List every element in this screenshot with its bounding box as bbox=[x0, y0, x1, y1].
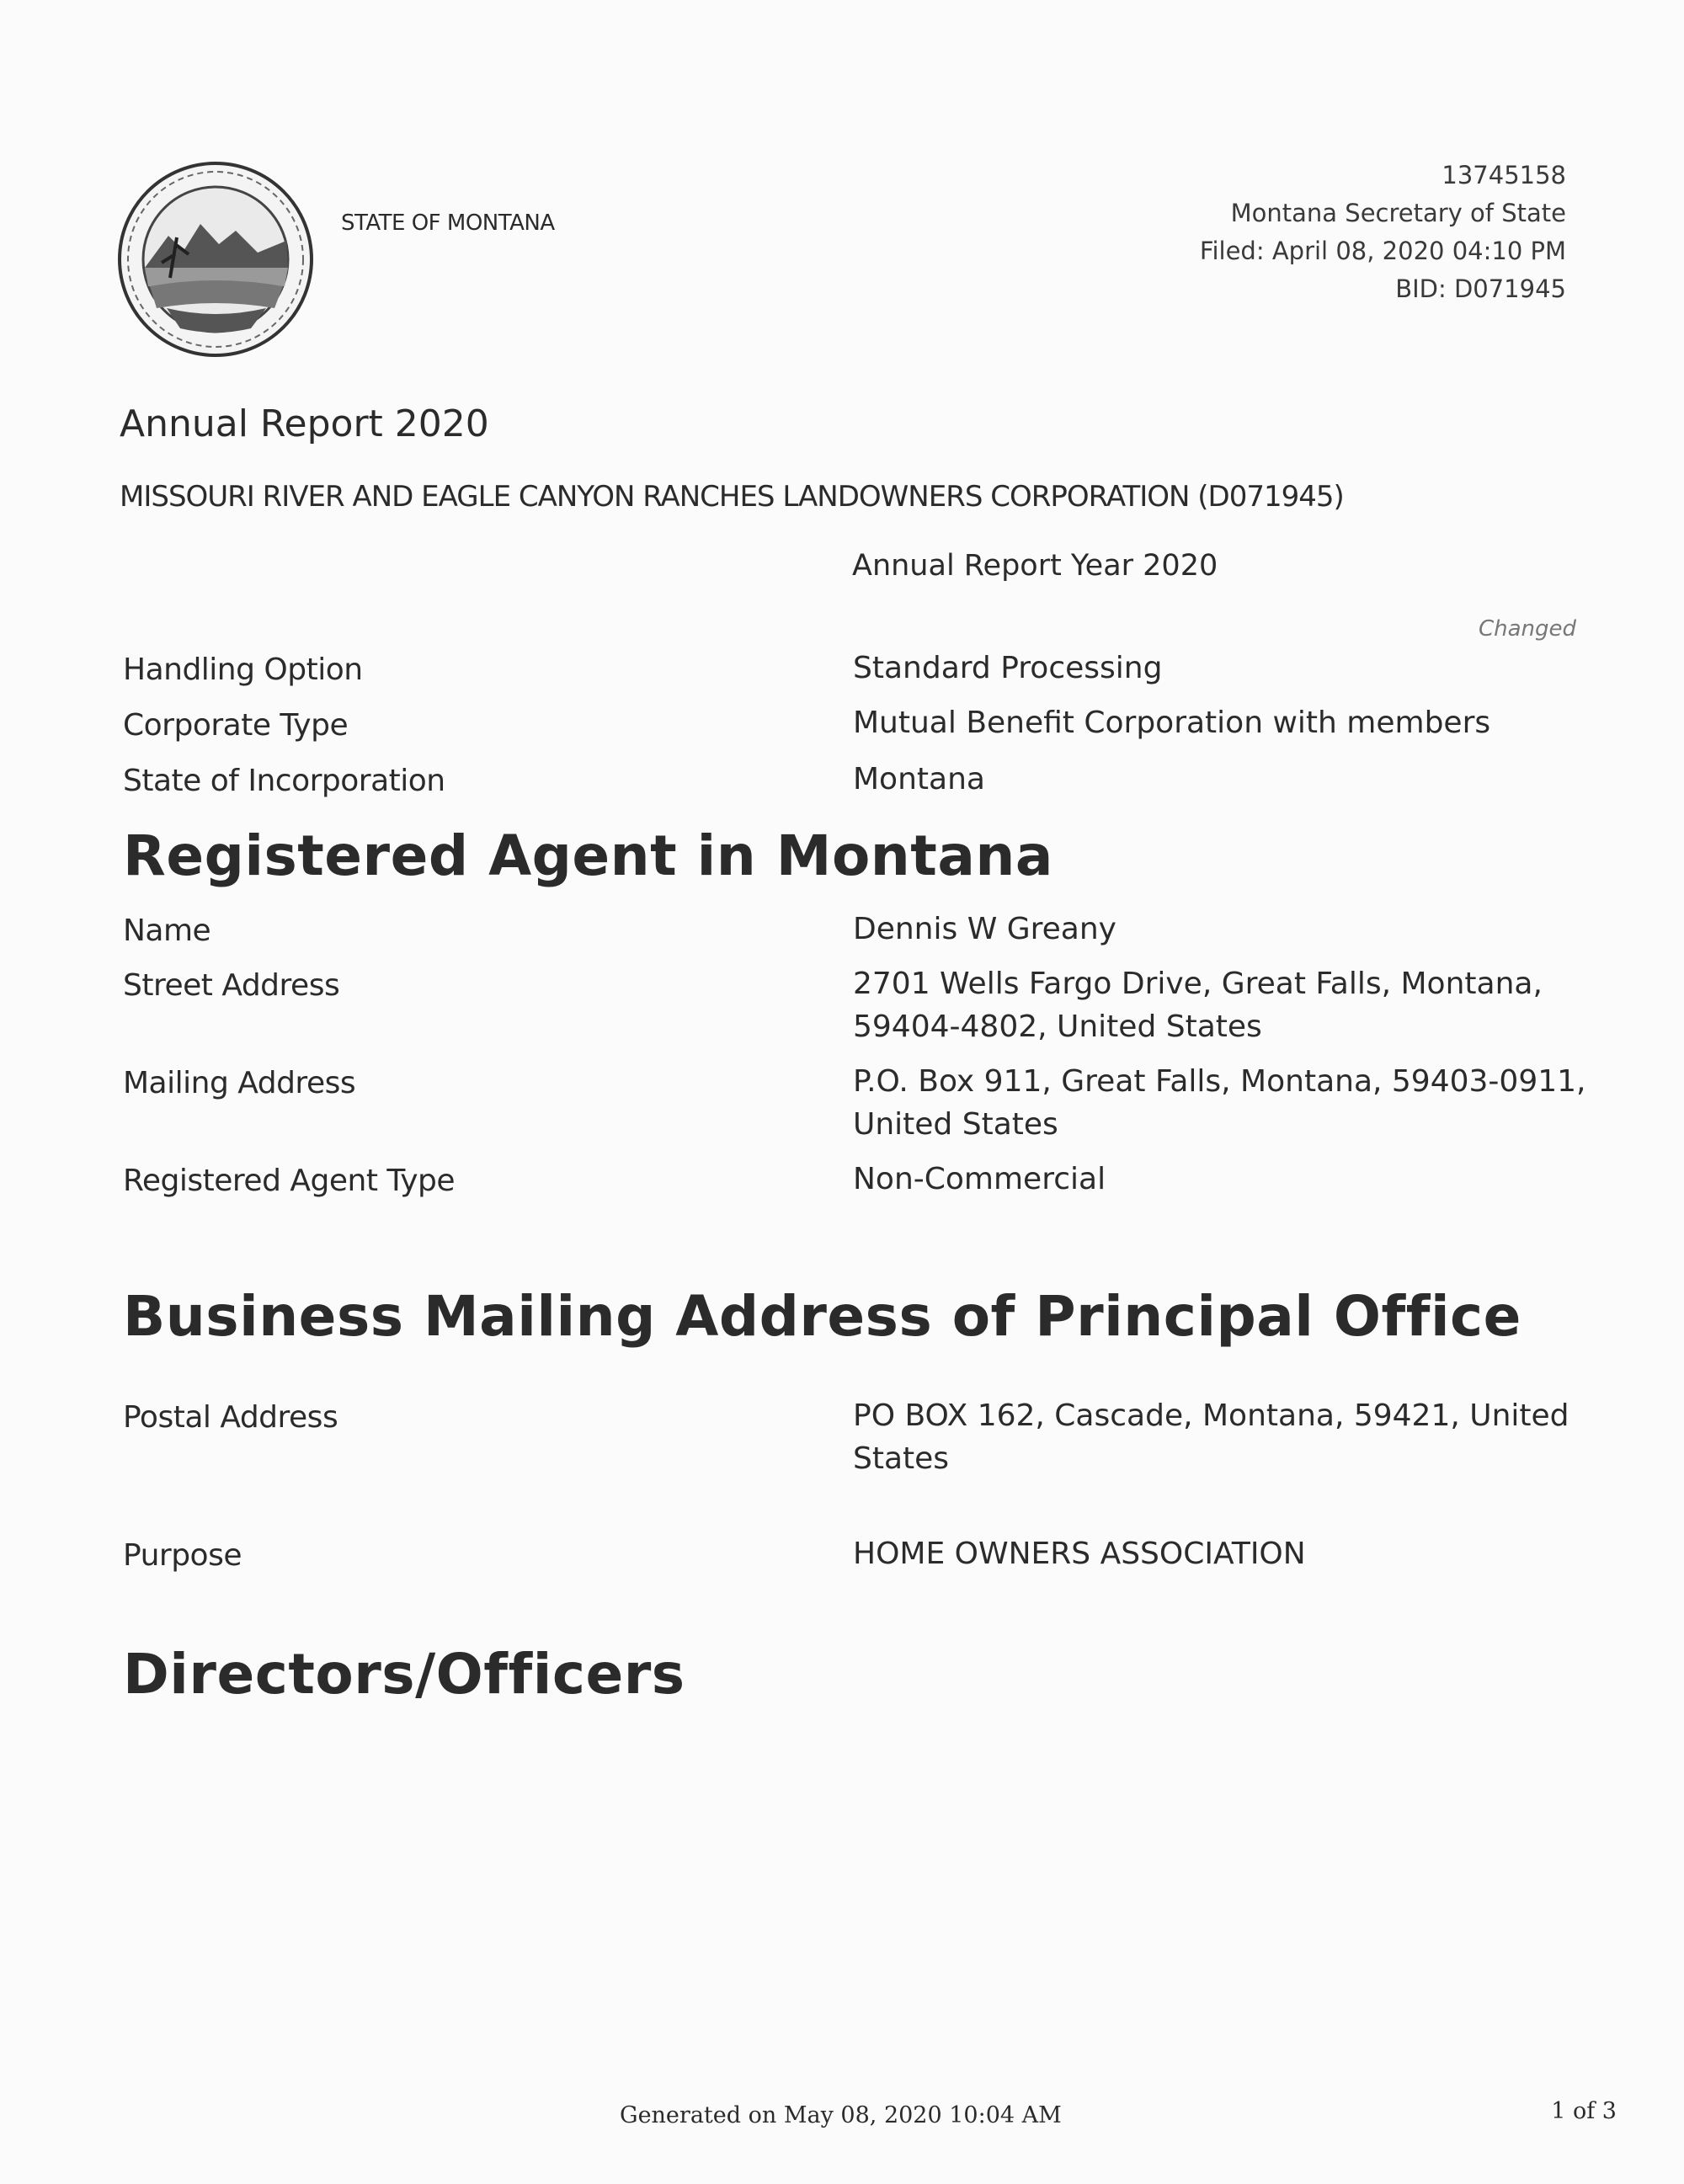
state-of-incorporation-label: State of Incorporation bbox=[123, 764, 445, 798]
purpose-label: Purpose bbox=[123, 1538, 242, 1573]
street-address-value: 2701 Wells Fargo Drive, Great Falls, Montana, 59404-4802, United States bbox=[853, 967, 1543, 1044]
mailing-address-label: Mailing Address bbox=[123, 1066, 356, 1100]
agent-name-value: Dennis W Greany bbox=[853, 912, 1116, 946]
state-of-incorporation-value: Montana bbox=[853, 762, 985, 796]
postal-address-value: PO BOX 162, Cascade, Montana, 59421, United States bbox=[853, 1398, 1569, 1476]
filing-office: Montana Secretary of State bbox=[1230, 199, 1566, 227]
business-id: BID: D071945 bbox=[1395, 274, 1566, 303]
agent-type-label: Registered Agent Type bbox=[123, 1164, 456, 1198]
mailing-address-value: P.O. Box 911, Great Falls, Montana, 59403-0911, United States bbox=[853, 1064, 1586, 1142]
report-title: Annual Report 2020 bbox=[120, 402, 489, 445]
street-address-label: Street Address bbox=[123, 968, 340, 1003]
corporate-type-label: Corporate Type bbox=[123, 708, 349, 743]
handling-option-value: Standard Processing bbox=[853, 651, 1163, 685]
filing-date: Filed: April 08, 2020 04:10 PM bbox=[1199, 237, 1566, 265]
purpose-value: HOME OWNERS ASSOCIATION bbox=[853, 1537, 1306, 1571]
report-year: Annual Report Year 2020 bbox=[852, 549, 1218, 583]
filing-number: 13745158 bbox=[1442, 161, 1566, 189]
generated-timestamp: Generated on May 08, 2020 10:04 AM bbox=[620, 2102, 1062, 2128]
montana-state-seal-icon bbox=[116, 160, 315, 359]
agent-type-value: Non-Commercial bbox=[853, 1162, 1106, 1196]
page-number: 1 of 3 bbox=[1551, 2098, 1617, 2124]
corporate-type-value: Mutual Benefit Corporation with members bbox=[853, 706, 1491, 740]
state-label: STATE OF MONTANA bbox=[341, 210, 555, 236]
filing-stamp bbox=[1200, 157, 1566, 308]
directors-officers-heading: Directors/Officers bbox=[123, 1642, 685, 1707]
registered-agent-heading: Registered Agent in Montana bbox=[123, 823, 1053, 888]
principal-office-heading: Business Mailing Address of Principal Office bbox=[123, 1284, 1521, 1349]
corporation-name: MISSOURI RIVER AND EAGLE CANYON RANCHES LANDOWNERS CORPORATION (D071945) bbox=[120, 480, 1344, 514]
changed-note: Changed bbox=[1478, 616, 1576, 642]
handling-option-label: Handling Option bbox=[123, 653, 363, 687]
agent-name-label: Name bbox=[123, 914, 211, 948]
postal-address-label: Postal Address bbox=[123, 1400, 338, 1435]
